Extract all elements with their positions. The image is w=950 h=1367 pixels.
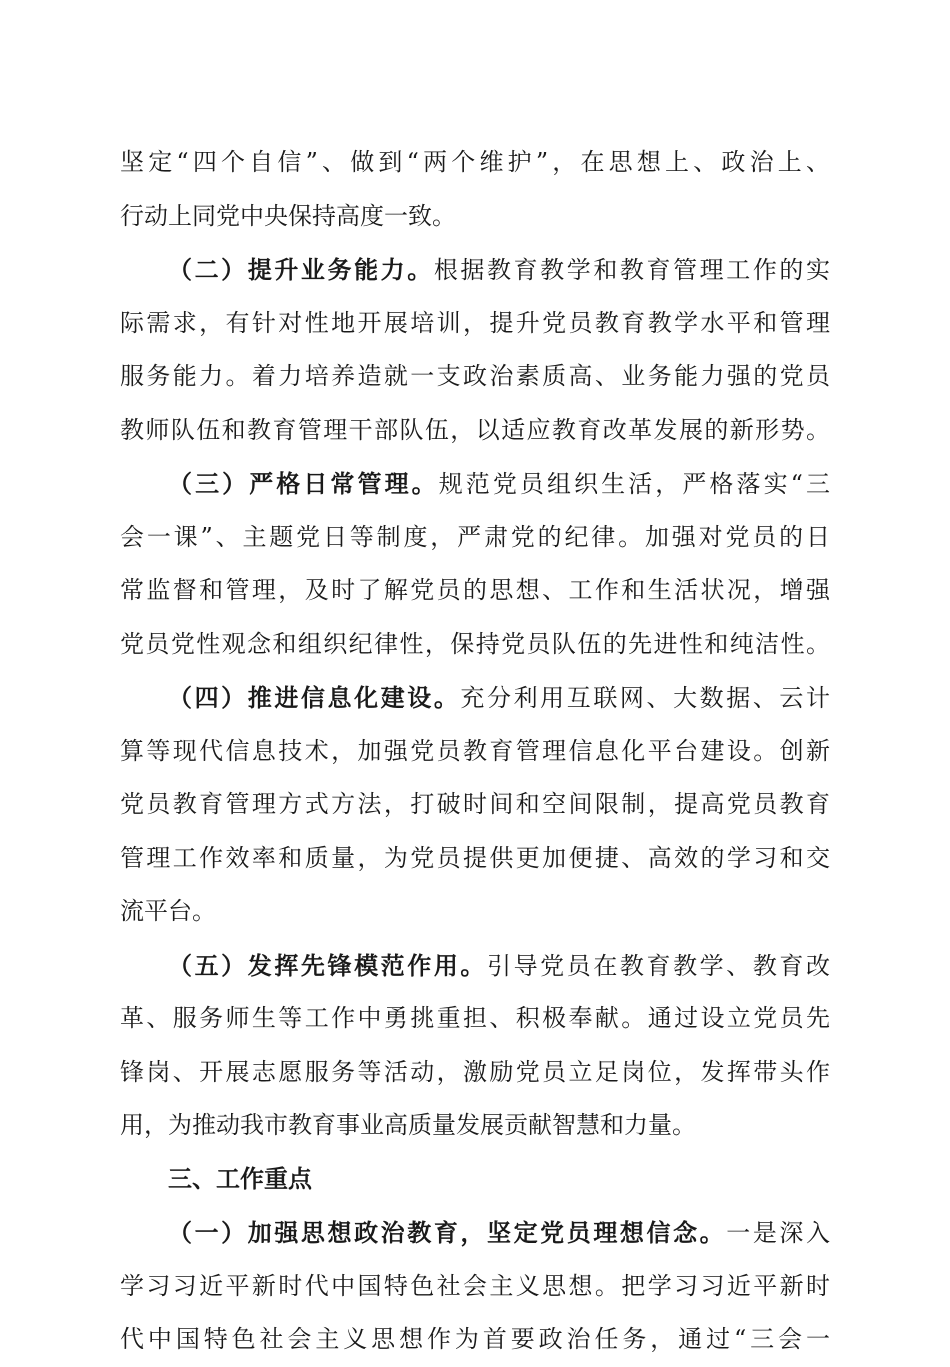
paragraph-text: 学习习近平新时代中国特色社会主义思想。把学习习近平新时 — [120, 1271, 830, 1300]
paragraph-text: 党员党性观念和组织纪律性，保持党员队伍的先进性和纯洁性。 — [120, 629, 830, 658]
paragraph-text: 充分利用互联网、大数据、云计 — [460, 684, 831, 712]
paragraph-text: 流平台。 — [120, 897, 216, 925]
paragraph-text: 服务能力。着力培养造就一支政治素质高、业务能力强的党员 — [120, 362, 830, 390]
paragraph-text: 革、服务师生等工作中勇挑重担、积极奉献。通过设立党员先 — [120, 1004, 830, 1032]
paragraph-text: 锋岗、开展志愿服务等活动，激励党员立足岗位，发挥带头作 — [120, 1057, 830, 1086]
paragraph-line — [120, 778, 830, 832]
paragraph-line — [120, 885, 830, 939]
paragraph-first-line — [120, 243, 830, 297]
paragraph-lead-heading: （五）发挥先锋模范作用。 — [168, 950, 487, 980]
paragraph-text: 算等现代信息技术，加强党员教育管理信息化平台建设。创新 — [120, 736, 830, 765]
paragraph-line — [120, 350, 830, 404]
paragraph-text: 际需求，有针对性地开展培训，提升党员教育教学水平和管理 — [120, 308, 830, 337]
paragraph-line — [120, 832, 830, 886]
paragraph-lead-heading: （三）严格日常管理。 — [168, 469, 439, 498]
paragraph-text: 代中国特色社会主义思想作为首要政治任务，通过“三会一 — [120, 1325, 830, 1353]
paragraph-line — [120, 190, 830, 244]
paragraph-text: 规范党员组织生活，严格落实“三 — [438, 470, 830, 498]
paragraph-text: 管理工作效率和质量，为党员提供更加便捷、高效的学习和交 — [120, 843, 830, 872]
paragraph-line — [120, 725, 830, 779]
paragraph-line — [120, 136, 830, 190]
paragraph-line — [120, 1260, 830, 1314]
paragraph-text: 根据教育教学和教育管理工作的实 — [433, 256, 831, 284]
paragraph-text: 用，为推动我市教育事业高质量发展贡献智慧和力量。 — [120, 1111, 696, 1139]
paragraph-text: 教师队伍和教育管理干部队伍，以适应教育改革发展的新形势。 — [120, 415, 830, 444]
paragraph-line — [120, 1099, 830, 1153]
paragraph-line — [120, 1046, 830, 1100]
paragraph-lead-heading: （二）提升业务能力。 — [168, 255, 434, 284]
paragraph-text: 会一课”、主题党日等制度，严肃党的纪律。加强对党员的日 — [120, 522, 830, 551]
paragraph-first-line — [120, 457, 830, 511]
section-heading — [120, 1153, 830, 1207]
paragraph-lead-heading: （一）加强思想政治教育，坚定党员理想信念。 — [168, 1218, 727, 1247]
paragraph-line — [120, 992, 830, 1046]
paragraph-text: 引导党员在教育教学、教育改 — [487, 951, 830, 980]
paragraph-text: 坚定“四个自信”、做到“两个维护”，在思想上、政治上、 — [120, 148, 830, 176]
paragraph-line — [120, 511, 830, 565]
paragraph-text: 一是深入 — [726, 1219, 830, 1247]
paragraph-line — [120, 1313, 830, 1367]
paragraph-text: 党员教育管理方式方法，打破时间和空间限制，提高党员教育 — [120, 790, 830, 818]
section-heading-text: 三、工作重点 — [168, 1164, 312, 1193]
paragraph-first-line — [120, 1206, 830, 1260]
paragraph-line — [120, 404, 830, 458]
paragraph-line — [120, 618, 830, 672]
paragraph-lead-heading: （四）推进信息化建设。 — [168, 683, 461, 712]
paragraph-text: 行动上同党中央保持高度一致。 — [120, 201, 456, 230]
paragraph-first-line — [120, 939, 830, 993]
paragraph-line — [120, 564, 830, 618]
paragraph-text: 常监督和管理，及时了解党员的思想、工作和生活状况，增强 — [120, 576, 830, 604]
document-body — [120, 136, 830, 1367]
paragraph-first-line — [120, 671, 830, 725]
paragraph-line — [120, 297, 830, 351]
